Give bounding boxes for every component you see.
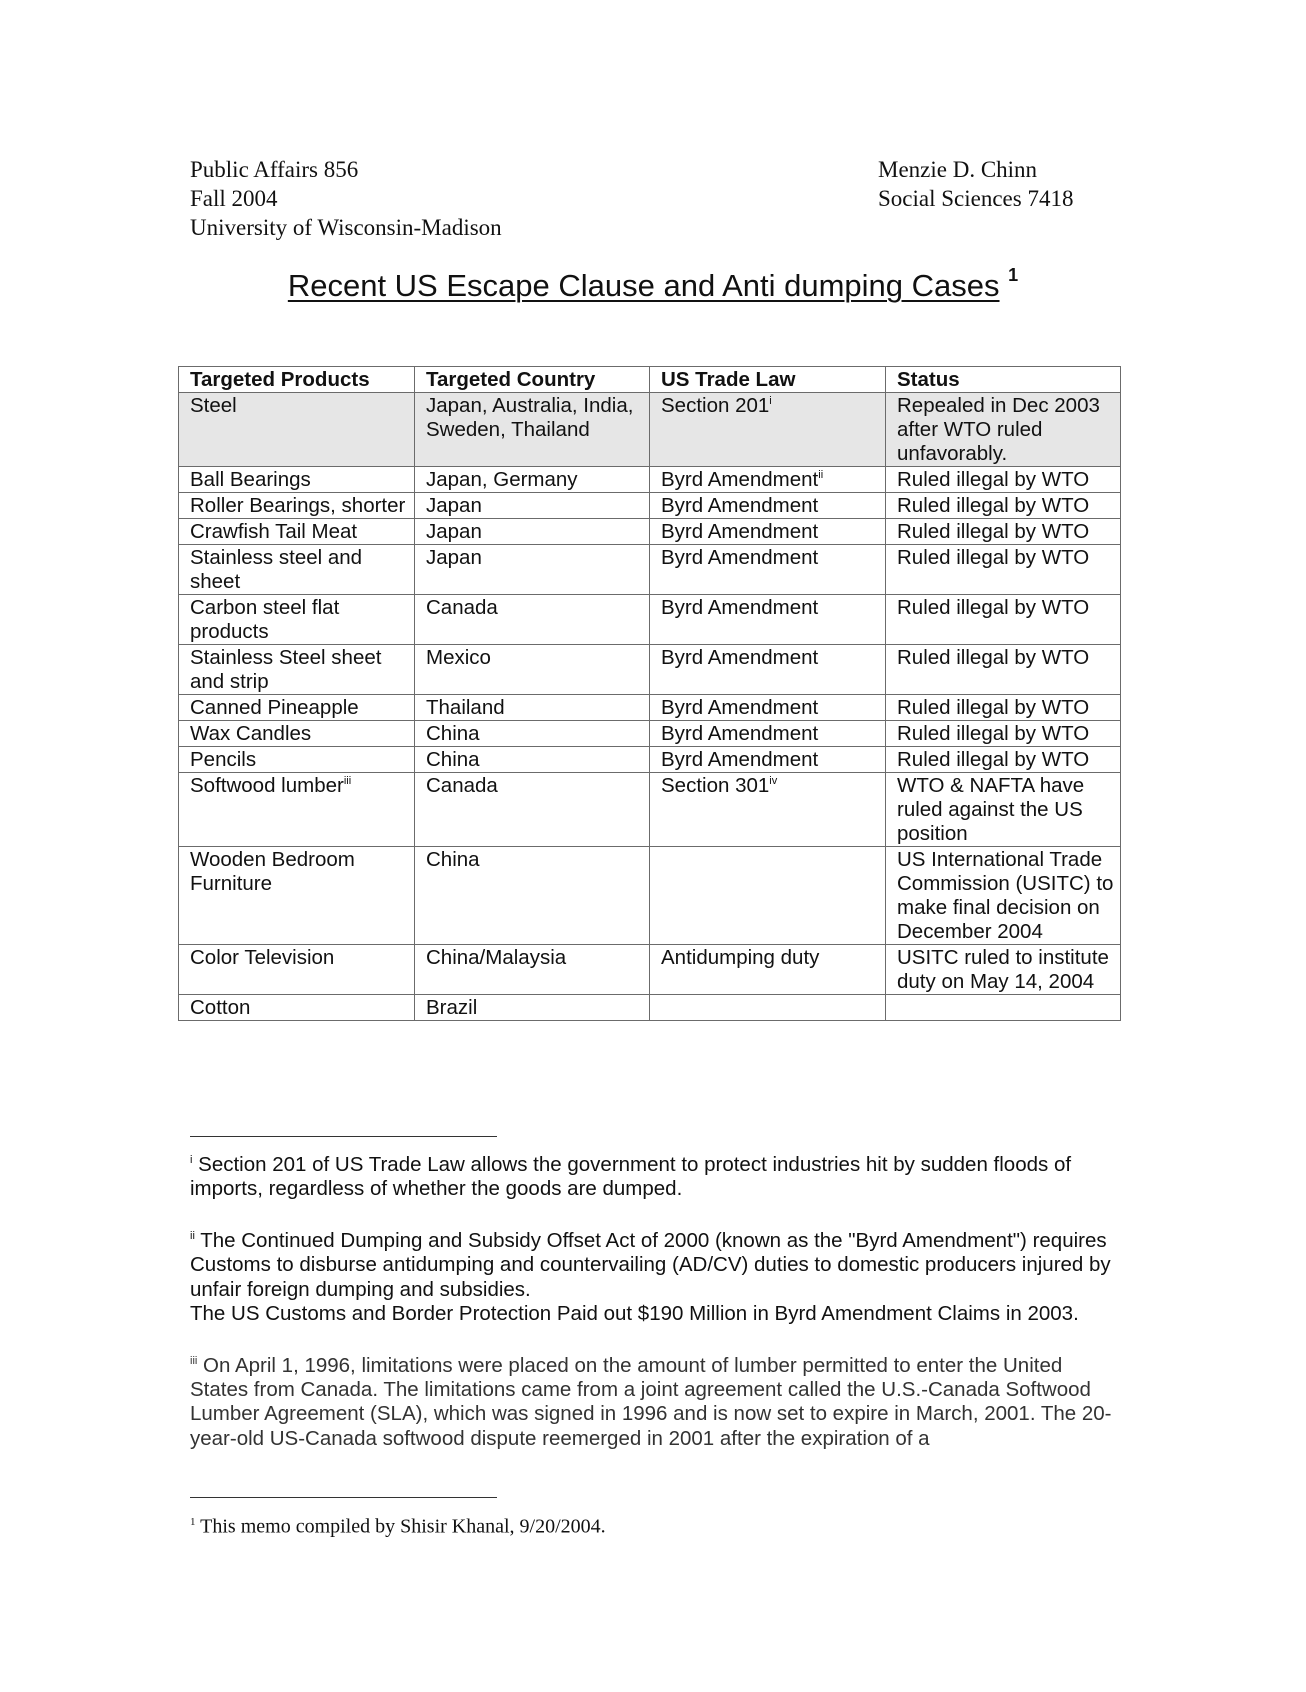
cell-country-text: China: [426, 748, 480, 771]
cell-country: [415, 545, 650, 595]
endnote-ref: ii: [818, 469, 824, 482]
footnote: [190, 1510, 1120, 1539]
cell-product-text: Steel: [190, 394, 237, 417]
cell-country: [415, 747, 650, 773]
cell-status: [886, 773, 1121, 847]
document-title: [0, 264, 1306, 304]
endnote-ref: iii: [343, 775, 352, 788]
table-row: [179, 847, 1121, 945]
cell-trade-law: [650, 721, 886, 747]
instructor-office: Social Sciences 7418: [878, 186, 1074, 211]
table-row: [179, 773, 1121, 847]
cell-product: [179, 467, 415, 493]
cell-country-text: China/Malaysia: [426, 946, 567, 969]
cell-country: [415, 945, 650, 995]
cell-status-text: Ruled illegal by WTO: [897, 696, 1090, 719]
endnote-ref: i: [769, 395, 772, 408]
cell-country: [415, 995, 650, 1021]
cell-trade-law: [650, 645, 886, 695]
endnote-mark: i: [190, 1154, 193, 1166]
footnote-mark: 1: [190, 1516, 196, 1528]
cell-product: [179, 721, 415, 747]
cell-product: [179, 645, 415, 695]
course-info: [190, 155, 502, 242]
footnote-separator: [190, 1497, 497, 1498]
endnote-mark: iii: [190, 1354, 198, 1367]
cell-trade-law: [650, 393, 886, 467]
cell-status: [886, 519, 1121, 545]
table-row: [179, 747, 1121, 773]
cell-product: [179, 595, 415, 645]
cell-trade-law-text: Section 301: [661, 774, 770, 797]
table-row: [179, 519, 1121, 545]
column-header-status: Status: [886, 367, 1121, 393]
cell-product-text: Canned Pineapple: [190, 696, 359, 719]
endnote-text: Section 201 of US Trade Law allows the government to protect industries hit by sudden floods of imports, regardless of whether the goods are dumped.: [190, 1152, 1072, 1201]
cell-product: [179, 519, 415, 545]
cell-country: [415, 493, 650, 519]
cell-status-text: Ruled illegal by WTO: [897, 546, 1090, 569]
cell-trade-law-text: Section 201: [661, 394, 770, 417]
endnote-paragraph: [190, 1224, 1120, 1302]
endnote: [190, 1224, 1120, 1327]
table-header-row: [179, 367, 1121, 393]
cell-status-text: Ruled illegal by WTO: [897, 748, 1090, 771]
cell-status-text: Ruled illegal by WTO: [897, 722, 1090, 745]
cell-trade-law: [650, 467, 886, 493]
cell-trade-law: [650, 595, 886, 645]
cell-product: [179, 695, 415, 721]
cell-status-text: Ruled illegal by WTO: [897, 596, 1090, 619]
cell-country-text: China: [426, 722, 480, 745]
cell-trade-law-text: Byrd Amendment: [661, 696, 819, 719]
cell-country-text: Japan: [426, 546, 482, 569]
endnote: [190, 1349, 1120, 1452]
cell-status: [886, 747, 1121, 773]
table-row: [179, 695, 1121, 721]
table-row: [179, 645, 1121, 695]
cell-status-text: WTO & NAFTA have ruled against the US position: [897, 774, 1085, 845]
cell-country: [415, 721, 650, 747]
cell-status: [886, 545, 1121, 595]
cell-product-text: Crawfish Tail Meat: [190, 520, 358, 543]
cell-country-text: Japan: [426, 494, 482, 517]
cell-trade-law-text: Byrd Amendment: [661, 646, 819, 669]
title-footnote-mark: 1: [1008, 264, 1019, 285]
cell-product-text: Color Television: [190, 946, 335, 969]
cell-product: [179, 493, 415, 519]
endnote-text: The Continued Dumping and Subsidy Offset Act of 2000 (known as the "Byrd Amendment") requires Customs to disburse antidumping and countervailing (AD/CV) duties to domestic producers injured by unfair foreign dumping and subsidies.: [190, 1228, 1111, 1301]
university-name: University of Wisconsin-Madison: [190, 215, 502, 240]
table-row: [179, 493, 1121, 519]
table-row: [179, 595, 1121, 645]
cell-product-text: Stainless steel and sheet: [190, 546, 363, 593]
cell-status: [886, 695, 1121, 721]
cell-country-text: China: [426, 848, 480, 871]
cell-product: [179, 393, 415, 467]
cell-trade-law-text: Byrd Amendment: [661, 468, 819, 491]
cell-status-text: Ruled illegal by WTO: [897, 520, 1090, 543]
cell-product: [179, 747, 415, 773]
cell-status-text: Ruled illegal by WTO: [897, 494, 1090, 517]
cell-status: [886, 645, 1121, 695]
cell-product-text: Cotton: [190, 996, 251, 1019]
cell-product-text: Roller Bearings, shorter: [190, 494, 406, 517]
table-row: [179, 995, 1121, 1021]
cell-product: [179, 545, 415, 595]
cell-trade-law-text: Byrd Amendment: [661, 494, 819, 517]
cell-product: [179, 773, 415, 847]
cell-product-text: Pencils: [190, 748, 257, 771]
cell-trade-law: [650, 847, 886, 945]
cell-product-text: Stainless Steel sheet and strip: [190, 646, 382, 693]
cell-trade-law: [650, 519, 886, 545]
table-row: [179, 721, 1121, 747]
cell-product: [179, 847, 415, 945]
cell-trade-law: [650, 773, 886, 847]
endnote-paragraph: [190, 1302, 1120, 1327]
cell-country: [415, 773, 650, 847]
cell-country-text: Brazil: [426, 996, 478, 1019]
course-term: Fall 2004: [190, 186, 278, 211]
cell-trade-law-text: Byrd Amendment: [661, 520, 819, 543]
cell-status: [886, 945, 1121, 995]
cell-country: [415, 519, 650, 545]
cell-country: [415, 695, 650, 721]
table-row: [179, 545, 1121, 595]
cell-status: [886, 595, 1121, 645]
table-row: [179, 467, 1121, 493]
cell-status-text: US International Trade Commission (USITC) to make final decision on December 2004: [897, 848, 1114, 943]
course-name: Public Affairs 856: [190, 157, 359, 182]
endnote-paragraph: [190, 1349, 1120, 1452]
endnotes: [190, 1148, 1120, 1473]
cell-product: [179, 945, 415, 995]
cell-product-text: Wax Candles: [190, 722, 312, 745]
cell-status: [886, 493, 1121, 519]
table-body: [179, 393, 1121, 1021]
cell-product-text: Softwood lumber: [190, 774, 344, 797]
endnote: [190, 1148, 1120, 1202]
cell-country: [415, 393, 650, 467]
cell-trade-law: [650, 945, 886, 995]
cell-country-text: Japan, Germany: [426, 468, 578, 491]
cell-trade-law: [650, 695, 886, 721]
table-row: [179, 945, 1121, 995]
cases-table: [178, 366, 1121, 1021]
cell-status-text: USITC ruled to institute duty on May 14, 2004: [897, 946, 1109, 993]
footnote-text: This memo compiled by Shisir Khanal, 9/20/2004.: [200, 1515, 606, 1538]
cell-country-text: Japan: [426, 520, 482, 543]
cell-trade-law-text: Byrd Amendment: [661, 596, 819, 619]
column-header-trade-law: US Trade Law: [650, 367, 886, 393]
title-text: Recent US Escape Clause and Anti dumping Cases: [287, 268, 1000, 303]
cell-trade-law: [650, 493, 886, 519]
cell-country: [415, 847, 650, 945]
endnote-text: The US Customs and Border Protection Paid out $190 Million in Byrd Amendment Claims in 2003.: [190, 1302, 1079, 1326]
cell-status: [886, 847, 1121, 945]
cell-status: [886, 721, 1121, 747]
endnote-mark: ii: [190, 1229, 195, 1242]
table-row: [179, 393, 1121, 467]
cell-product: [179, 995, 415, 1021]
column-header-products: Targeted Products: [179, 367, 415, 393]
cell-trade-law-text: Byrd Amendment: [661, 748, 819, 771]
cell-trade-law: [650, 995, 886, 1021]
cell-country-text: Thailand: [426, 696, 505, 719]
cell-country: [415, 595, 650, 645]
column-header-country: Targeted Country: [415, 367, 650, 393]
cell-trade-law-text: Antidumping duty: [661, 946, 820, 969]
cell-status: [886, 995, 1121, 1021]
cell-country-text: Canada: [426, 774, 498, 797]
cell-country-text: Mexico: [426, 646, 491, 669]
cell-product-text: Ball Bearings: [190, 468, 311, 491]
cell-country: [415, 467, 650, 493]
endnote-paragraph: [190, 1148, 1120, 1202]
cell-trade-law: [650, 545, 886, 595]
endnote-text: On April 1, 1996, limitations were placed on the amount of lumber permitted to enter the United States from Canada. The limitations came from a joint agreement called the U.S.-Canada Softwood Lumber Agreement (SLA), which was signed in 1996 and is now set to expire in March, 2001. The 20-year-old US-Canada softwood dispute reemerged in 2001 after the expiration of a: [190, 1353, 1112, 1450]
endnotes-separator: [190, 1136, 497, 1137]
cell-trade-law-text: Byrd Amendment: [661, 546, 819, 569]
cell-status: [886, 393, 1121, 467]
cell-status-text: Ruled illegal by WTO: [897, 646, 1090, 669]
cell-product-text: Carbon steel flat products: [190, 596, 340, 643]
cell-trade-law: [650, 747, 886, 773]
instructor-name: Menzie D. Chinn: [878, 157, 1038, 182]
cell-trade-law-text: Byrd Amendment: [661, 722, 819, 745]
cell-country: [415, 645, 650, 695]
cell-status: [886, 467, 1121, 493]
cell-status-text: Repealed in Dec 2003 after WTO ruled unfavorably.: [897, 394, 1100, 465]
cell-product-text: Wooden Bedroom Furniture: [190, 848, 355, 895]
cell-country-text: Japan, Australia, India, Sweden, Thailand: [426, 394, 634, 441]
endnote-ref: iv: [769, 775, 778, 788]
cell-status-text: Ruled illegal by WTO: [897, 468, 1090, 491]
cell-country-text: Canada: [426, 596, 498, 619]
instructor-info: [878, 155, 1073, 213]
